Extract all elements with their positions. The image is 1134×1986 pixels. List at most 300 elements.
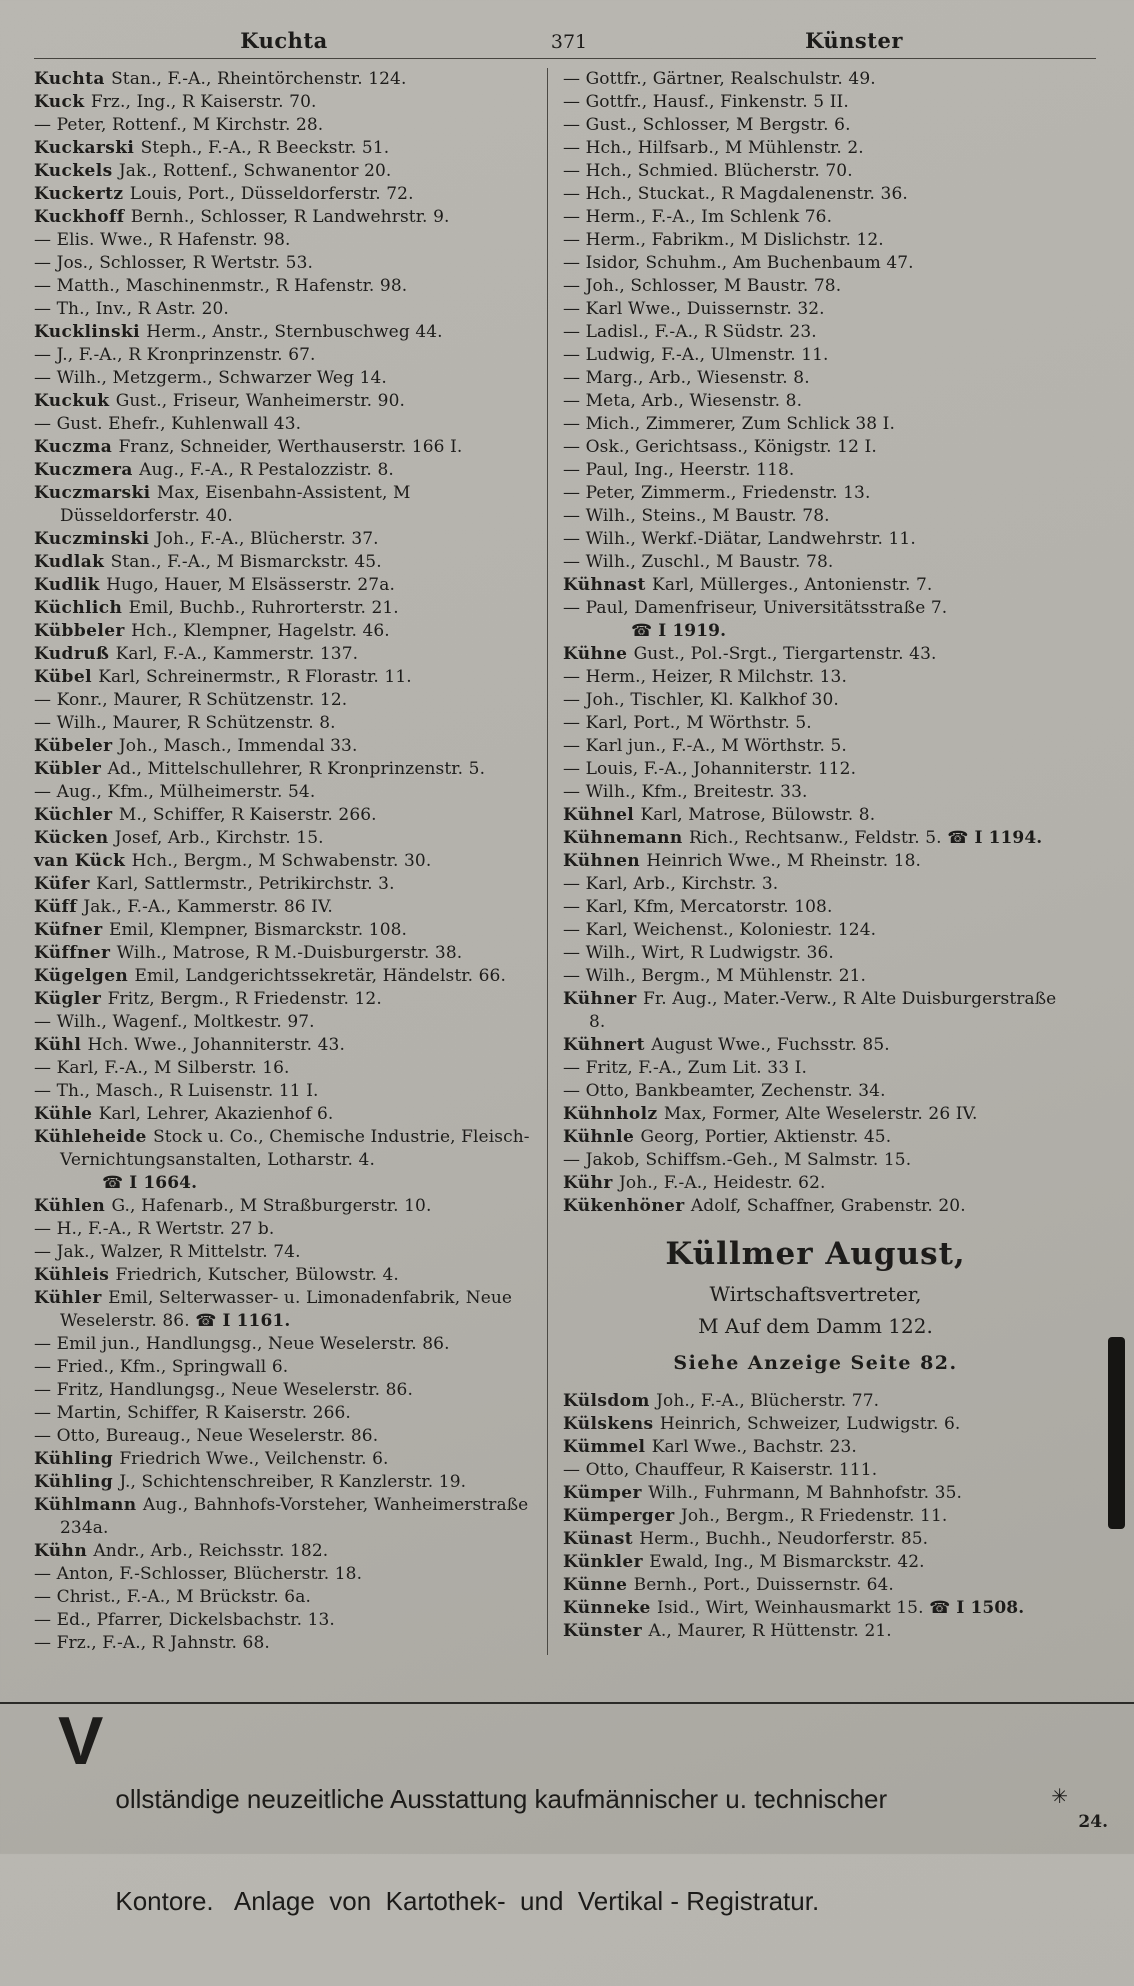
entry-surname: Künast [563,1529,640,1549]
directory-entry [34,528,539,551]
directory-entry [34,873,539,896]
directory-entry [563,344,1068,367]
directory-entry [34,1241,539,1264]
entry-surname: Küff [34,897,84,917]
directory-entry [34,1195,539,1218]
entry-surname: Kuczmera [34,460,140,480]
entry-text: Jak., F.-A., Kammerstr. 86 IV. [83,897,333,917]
directory-column-left [34,68,547,1655]
phone-number: ☎ I 1161. [195,1311,291,1331]
entry-text: Hch., Klempner, Hagelstr. 46. [131,621,390,641]
entry-text: — Anton, F.-Schlosser, Blücherstr. 18. [34,1564,363,1584]
entry-surname: Kühn [34,1541,94,1561]
entry-text: — Paul, Damenfriseur, Universitätsstraße 7. [563,598,948,618]
directory-entry [563,827,1068,850]
directory-column-right [548,68,1068,1655]
directory-entry [563,1057,1068,1080]
directory-entry [34,1356,539,1379]
directory-entry [563,850,1068,873]
entry-text: Friedrich, Kutscher, Bülowstr. 4. [115,1265,399,1285]
entry-text: — Marg., Arb., Wiesenstr. 8. [563,368,810,388]
directory-entry [34,160,539,183]
entry-text: — Isidor, Schuhm., Am Buchenbaum 47. [563,253,914,273]
entry-surname: Kübbeler [34,621,132,641]
entry-surname: Kuckhoff [34,207,131,227]
entry-surname: Kübel [34,667,99,687]
entry-text: Joh., F.-A., Heidestr. 62. [619,1173,826,1193]
entry-text: — Joh., Schlosser, M Baustr. 78. [563,276,842,296]
entry-surname: Kühl [34,1035,88,1055]
entry-text: Jak., Rottenf., Schwanentor 20. [118,161,392,181]
directory-entry [563,482,1068,505]
directory-entry [34,1218,539,1241]
page-number: 371 [550,31,588,53]
entry-surname: Kühnle [563,1127,641,1147]
entry-text: Emil, Landgerichtssekretär, Händelstr. 66. [134,966,506,986]
entry-surname: Kühnemann [563,828,689,848]
entry-surname: Kuckarski [34,138,141,158]
directory-entry [34,689,539,712]
entry-surname: Künster [563,1621,649,1641]
entry-surname: Kühleis [34,1265,116,1285]
entry-text: Wilh., Fuhrmann, M Bahnhofstr. 35. [648,1483,962,1503]
directory-entry [34,620,539,643]
entry-text: Heinrich, Schweizer, Ludwigstr. 6. [659,1414,961,1434]
directory-entry [563,1574,1068,1597]
phone-number: ☎ I 1508. [929,1598,1025,1618]
entry-surname: Kuczma [34,437,119,457]
directory-entry [34,459,539,482]
advertisement-kullmer [563,1236,1068,1374]
entry-text: Hugo, Hauer, M Elsässerstr. 27a. [106,575,395,595]
directory-entry [563,1528,1068,1551]
directory-entry [563,206,1068,229]
directory-entry [563,275,1068,298]
entry-text: Aug., F.-A., R Pestalozzistr. 8. [139,460,394,480]
entry-text: — Martin, Schiffer, R Kaiserstr. 266. [34,1403,351,1423]
entry-surname: Kuckels [34,161,119,181]
entry-surname: Kühler [34,1288,109,1308]
directory-entry [34,1540,539,1563]
directory-entry [34,252,539,275]
entry-surname: Kümmel [563,1437,652,1457]
entry-surname: Künkler [563,1552,650,1572]
entry-surname: Künne [563,1575,634,1595]
entry-text: — Otto, Bureaug., Neue Weselerstr. 86. [34,1426,379,1446]
footer-line1: ollständige neuzeitliche Ausstattung kaufmännischer u. technischer [115,1784,888,1814]
phone-number: ☎ I 1919. [631,621,727,641]
entry-text: — Frz., F.-A., R Jahnstr. 68. [34,1633,270,1653]
entry-text: — Louis, F.-A., Johanniterstr. 112. [563,759,857,779]
entry-text: — Meta, Arb., Wiesenstr. 8. [563,391,803,411]
directory-entry [563,160,1068,183]
directory-entry [34,965,539,988]
directory-entry [34,1448,539,1471]
directory-entry [34,275,539,298]
catchword-right: Künster [805,28,903,53]
entry-text: Bernh., Schlosser, R Landwehrstr. 9. [130,207,450,227]
telephone-icon: ☎ [929,1598,951,1618]
entry-surname: Kühnel [563,805,641,825]
entry-text: Karl, F.-A., Kammerstr. 137. [115,644,359,664]
directory-entry [34,827,539,850]
entry-text: — Karl jun., F.-A., M Wörthstr. 5. [563,736,847,756]
entry-text: Karl, Müllerges., Antonienstr. 7. [652,575,933,595]
directory-entry [563,252,1068,275]
entry-text: — Herm., F.-A., Im Schlenk 76. [563,207,833,227]
phone-number: ☎ I 1664. [102,1173,198,1193]
directory-entry [563,390,1068,413]
directory-entry [34,735,539,758]
directory-entry [34,1609,539,1632]
entry-text: — Fried., Kfm., Springwall 6. [34,1357,289,1377]
directory-entry [563,988,1068,1034]
entry-text: Max, Eisenbahn-Assistent, M Düsseldorferstr. 40. [60,483,411,526]
directory-entry [34,758,539,781]
directory-entry [34,206,539,229]
entry-text: — Wilh., Werkf.-Diätar, Landwehrstr. 11. [563,529,916,549]
entry-text: — Karl, F.-A., M Silberstr. 16. [34,1058,290,1078]
entry-surname: Kühling [34,1449,120,1469]
entry-surname: Künneke [563,1598,658,1618]
entry-surname: Kübler [34,759,108,779]
page-mark: 24. [1078,1812,1108,1832]
entry-text: — Karl, Kfm, Mercatorstr. 108. [563,897,833,917]
entry-text: M., Schiffer, R Kaiserstr. 266. [118,805,377,825]
entry-text: — Fritz, Handlungsg., Neue Weselerstr. 86. [34,1380,413,1400]
directory-entry [563,666,1068,689]
entry-text: Stock u. Co., Chemische Industrie, Fleisch-Vernichtungsanstalten, Lotharstr. 4. [60,1127,530,1170]
entry-text: Max, Former, Alte Weselerstr. 26 IV. [663,1104,978,1124]
directory-entry [34,413,539,436]
entry-text: — Aug., Kfm., Mülheimerstr. 54. [34,782,316,802]
directory-entry [34,1034,539,1057]
directory-entry [563,114,1068,137]
entry-surname: van Kück [34,851,132,871]
directory-entry [34,482,539,528]
directory-entry [34,781,539,804]
directory-entry [34,919,539,942]
directory-entry [563,919,1068,942]
directory-entry [34,137,539,160]
directory-entry [563,896,1068,919]
entry-text: Karl, Schreinermstr., R Florastr. 11. [98,667,412,687]
entry-text: — Wilh., Bergm., M Mühlenstr. 21. [563,966,867,986]
header-rule [34,58,1096,59]
directory-entry [563,1505,1068,1528]
entry-surname: Kühnert [563,1035,652,1055]
directory-entry [563,942,1068,965]
entry-text: — H., F.-A., R Wertstr. 27 b. [34,1219,275,1239]
directory-entry [34,1586,539,1609]
directory-entry [34,68,539,91]
entry-surname: Küffner [34,943,117,963]
entry-text: — Ed., Pfarrer, Dickelsbachstr. 13. [34,1610,335,1630]
directory-entry [563,183,1068,206]
entry-text: — Otto, Chauffeur, R Kaiserstr. 111. [563,1460,878,1480]
directory-entry [34,91,539,114]
entry-text: Steph., F.-A., R Beeckstr. 51. [140,138,390,158]
entry-text: — Peter, Zimmerm., Friedenstr. 13. [563,483,871,503]
entry-surname: Kuck [34,92,91,112]
directory-entry [34,344,539,367]
entry-text: Emil, Buchb., Ruhrorterstr. 21. [128,598,399,618]
directory-entry [34,436,539,459]
entry-text: Friedrich Wwe., Veilchenstr. 6. [119,1449,389,1469]
entry-text: Stan., F.-A., M Bismarckstr. 45. [110,552,382,572]
telephone-icon: ☎ [947,828,969,848]
entry-text: — Ladisl., F.-A., R Südstr. 23. [563,322,817,342]
entry-text: — Jak., Walzer, R Mittelstr. 74. [34,1242,301,1262]
directory-entry [563,781,1068,804]
directory-entry [563,505,1068,528]
entry-surname: Kühnholz [563,1104,664,1124]
entry-text: — Fritz, F.-A., Zum Lit. 33 I. [563,1058,807,1078]
entry-surname: Kuczminski [34,529,156,549]
directory-entry [563,436,1068,459]
directory-entry [34,1333,539,1356]
footer-text [115,1714,887,1986]
entry-text: J., Schichtenschreiber, R Kanzlerstr. 19. [119,1472,467,1492]
entry-text: — Karl, Port., M Wörthstr. 5. [563,713,812,733]
ad-note: Siehe Anzeige Seite 82. [673,1352,958,1374]
entry-text: — Ludwig, F.-A., Ulmenstr. 11. [563,345,829,365]
footer-line2: Kontore. Anlage von Kartothek- und Vertikal - Registratur. [115,1886,820,1916]
entry-surname: Kümper [563,1483,649,1503]
entry-surname: Kühnast [563,575,653,595]
directory-entry [34,896,539,919]
entry-text: Ad., Mittelschullehrer, R Kronprinzenstr. 5. [107,759,486,779]
entry-text: Joh., Bergm., R Friedenstr. 11. [681,1506,948,1526]
entry-text: — Th., Inv., R Astr. 20. [34,299,229,319]
entry-text: — Karl, Arb., Kirchstr. 3. [563,874,779,894]
right-entries-bottom [563,1390,1068,1643]
entry-surname: Küchlich [34,598,129,618]
directory-entry [563,965,1068,988]
directory-entry [563,367,1068,390]
directory-entry [563,1149,1068,1172]
directory-entry [563,643,1068,666]
directory-entry [34,804,539,827]
entry-text: Bernh., Port., Duissernstr. 64. [633,1575,894,1595]
entry-text: — Otto, Bankbeamter, Zechenstr. 34. [563,1081,886,1101]
entry-text: Frz., Ing., R Kaiserstr. 70. [90,92,317,112]
entry-text: — Joh., Tischler, Kl. Kalkhof 30. [563,690,839,710]
entry-surname: Kuchta [34,69,112,89]
directory-entry [34,1264,539,1287]
entry-surname: Kuckertz [34,184,130,204]
directory-entry [563,1551,1068,1574]
directory-entry [563,689,1068,712]
entry-text: Ewald, Ing., M Bismarckstr. 42. [649,1552,925,1572]
entry-surname: Külsdom [563,1391,657,1411]
entry-text: Herm., Buchh., Neudorferstr. 85. [639,1529,929,1549]
entry-text: — Emil jun., Handlungsg., Neue Weselerstr. 86. [34,1334,450,1354]
directory-entry [34,942,539,965]
entry-text: Gust., Pol.-Srgt., Tiergartenstr. 43. [633,644,937,664]
entry-text: — Konr., Maurer, R Schützenstr. 12. [34,690,348,710]
directory-entry [563,1413,1068,1436]
directory-entry [34,712,539,735]
entry-surname: Kudlik [34,575,107,595]
entry-text: Emil, Klempner, Bismarckstr. 108. [108,920,408,940]
entry-text: Gust., Friseur, Wanheimerstr. 90. [115,391,405,411]
entry-surname: Kucklinski [34,322,147,342]
entry-surname: Kümperger [563,1506,681,1526]
entry-text: — Wilh., Zuschl., M Baustr. 78. [563,552,834,572]
directory-entry [563,229,1068,252]
entry-text: Stan., F.-A., Rheintörchenstr. 124. [111,69,407,89]
entry-surname: Kühner [563,989,643,1009]
entry-text: — Th., Masch., R Luisenstr. 11 I. [34,1081,319,1101]
entry-text: Karl, Matrose, Bülowstr. 8. [640,805,876,825]
directory-entry [34,183,539,206]
directory-entry [34,1011,539,1034]
directory-entry [563,597,1068,643]
directory-entry [563,1172,1068,1195]
entry-surname: Kübeler [34,736,119,756]
directory-entry [34,1287,539,1333]
directory-entry [563,91,1068,114]
entry-surname: Kühle [34,1104,99,1124]
directory-entry [34,114,539,137]
entry-text: Heinrich Wwe., M Rheinstr. 18. [646,851,922,871]
entry-text: Aug., Bahnhofs-Vorsteher, Wanheimerstraße 234a. [60,1495,529,1538]
directory-entry [563,459,1068,482]
ad-subtitle: Wirtschaftsvertreter, [709,1282,922,1306]
directory-entry [34,666,539,689]
entry-text: Joh., F.-A., Blücherstr. 77. [656,1391,880,1411]
entry-text: — Herm., Heizer, R Milchstr. 13. [563,667,847,687]
entry-text: — Wilh., Metzgerm., Schwarzer Weg 14. [34,368,387,388]
directory-entry [34,1425,539,1448]
directory-entry [34,597,539,620]
entry-text: — Karl Wwe., Duissernstr. 32. [563,299,825,319]
entry-text: — Karl, Weichenst., Koloniestr. 124. [563,920,877,940]
directory-entry [563,1390,1068,1413]
catchword-left: Kuchta [240,28,328,53]
directory-entry [34,850,539,873]
entry-text: Andr., Arb., Reichsstr. 182. [93,1541,329,1561]
entry-text: — Paul, Ing., Heerstr. 118. [563,460,795,480]
entry-surname: Külskens [563,1414,660,1434]
directory-entry [563,758,1068,781]
directory-entry [34,1103,539,1126]
directory-entry [563,137,1068,160]
entry-surname: Kudlak [34,552,111,572]
directory-entry [34,367,539,390]
entry-text: Hch., Bergm., M Schwabenstr. 30. [131,851,432,871]
entry-text: August Wwe., Fuchsstr. 85. [651,1035,890,1055]
entry-surname: Kühnen [563,851,647,871]
entry-text: — Wilh., Wirt, R Ludwigstr. 36. [563,943,834,963]
directory-entry [34,390,539,413]
entry-text: — Peter, Rottenf., M Kirchstr. 28. [34,115,324,135]
entry-text: Louis, Port., Düsseldorferstr. 72. [129,184,414,204]
directory-entry [34,574,539,597]
directory-entry [563,1103,1068,1126]
entry-text: — Gottfr., Gärtner, Realschulstr. 49. [563,69,876,89]
entry-text: — Hch., Stuckat., R Magdalenenstr. 36. [563,184,908,204]
entry-text: — Christ., F.-A., M Brückstr. 6a. [34,1587,311,1607]
directory-entry [563,1080,1068,1103]
directory-entry [34,1057,539,1080]
ad-title: Küllmer August, [665,1236,966,1272]
ornament-icon: ✳ [1051,1784,1068,1808]
directory-entry [34,1471,539,1494]
entry-text: Herm., Anstr., Sternbuschweg 44. [146,322,443,342]
entry-surname: Kühlen [34,1196,112,1216]
directory-entry [563,551,1068,574]
entry-surname: Kuckuk [34,391,116,411]
directory-entry [563,1482,1068,1505]
entry-text: Isid., Wirt, Weinhausmarkt 15. [657,1598,924,1618]
entry-text: — Wilh., Wagenf., Moltkestr. 97. [34,1012,315,1032]
entry-text: Karl Wwe., Bachstr. 23. [651,1437,857,1457]
entry-text: Adolf, Schaffner, Grabenstr. 20. [690,1196,966,1216]
dropcap-v: V [58,1703,104,1779]
entry-surname: Küfer [34,874,97,894]
footer-banner [0,1702,1134,1986]
directory-entry [34,1494,539,1540]
entry-text: G., Hafenarb., M Straßburgerstr. 10. [111,1196,432,1216]
directory-entry [563,1195,1068,1218]
entry-text: — Osk., Gerichtsass., Königstr. 12 I. [563,437,877,457]
directory-entry [563,1126,1068,1149]
entry-surname: Kühne [563,644,634,664]
entry-text: Josef, Arb., Kirchstr. 15. [114,828,324,848]
entry-text: — Jakob, Schiffsm.-Geh., M Salmstr. 15. [563,1150,912,1170]
entry-text: — Gust., Schlosser, M Bergstr. 6. [563,115,851,135]
entry-text: Georg, Portier, Aktienstr. 45. [640,1127,892,1147]
entry-text: — Hch., Schmied. Blücherstr. 70. [563,161,853,181]
directory-entry [563,528,1068,551]
entry-text: Fritz, Bergm., R Friedenstr. 12. [107,989,382,1009]
entry-text: Rich., Rechtsanw., Feldstr. 5. [688,828,942,848]
entry-surname: Kücken [34,828,115,848]
directory-entry [563,1459,1068,1482]
entry-text: — Wilh., Steins., M Baustr. 78. [563,506,830,526]
entry-text: Karl, Sattlermstr., Petrikirchstr. 3. [96,874,395,894]
directory-entry [34,1632,539,1655]
directory-entry [34,1126,539,1195]
directory-entry [563,804,1068,827]
directory-entry [34,1379,539,1402]
directory-entry [34,643,539,666]
directory-entry [563,735,1068,758]
phone-number: ☎ I 1194. [947,828,1043,848]
entry-text: — Wilh., Kfm., Breitestr. 33. [563,782,808,802]
entry-text: — Mich., Zimmerer, Zum Schlick 38 I. [563,414,895,434]
directory-entry [34,1402,539,1425]
directory-entry [34,1080,539,1103]
entry-text: — J., F.-A., R Kronprinzenstr. 67. [34,345,316,365]
entry-surname: Kudruß [34,644,116,664]
footer-content [0,1704,1134,1986]
entry-text: — Jos., Schlosser, R Wertstr. 53. [34,253,314,273]
entry-text: Franz, Schneider, Werthauserstr. 166 I. [118,437,463,457]
right-entries-top [563,68,1068,1218]
telephone-icon: ☎ [631,621,653,641]
entry-text: Emil, Selterwasser- u. Limonadenfabrik, Neue Weselerstr. 86. [60,1288,513,1331]
entry-surname: Kühling [34,1472,120,1492]
directory-entry [563,298,1068,321]
directory-entry [563,1620,1068,1643]
telephone-icon: ☎ [102,1173,124,1193]
entry-text: A., Maurer, R Hüttenstr. 21. [648,1621,892,1641]
entry-surname: Küchler [34,805,119,825]
entry-text: — Gottfr., Hausf., Finkenstr. 5 II. [563,92,849,112]
